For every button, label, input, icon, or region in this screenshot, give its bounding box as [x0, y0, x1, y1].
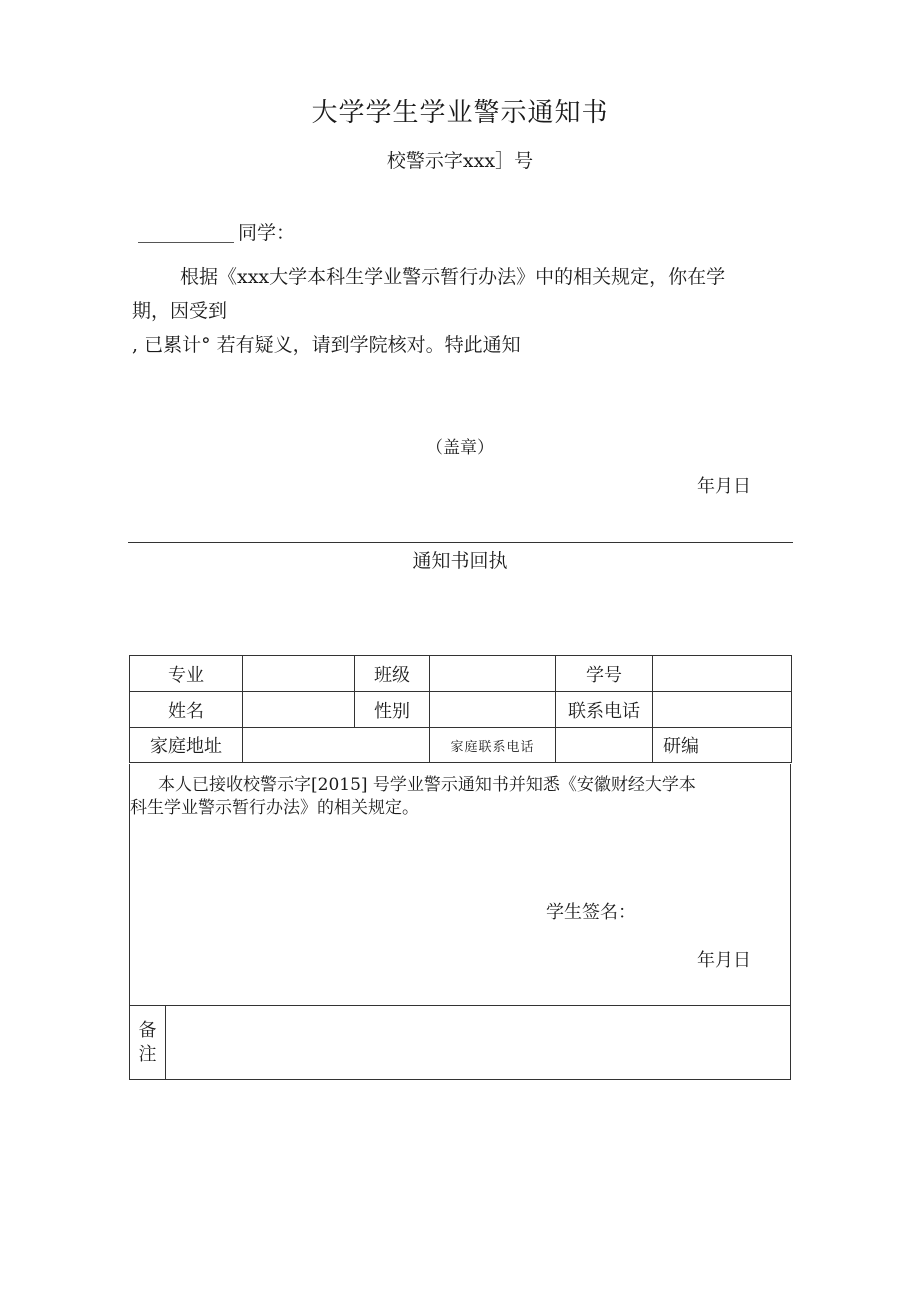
remarks-label: [130, 1005, 166, 1079]
major-field[interactable]: [243, 656, 355, 692]
acknowledgement-box: [129, 764, 791, 1006]
table-row: [130, 656, 792, 692]
document-number: 校警示字xxx］号: [386, 150, 534, 172]
home-address-label: 家庭地址: [130, 728, 243, 763]
gender-field[interactable]: [430, 692, 556, 728]
acknowledgement-line-1: 本人已接收校警示字[2015] 号学业警示通知书并知悉《安徽财经大学本: [158, 775, 696, 795]
name-field[interactable]: [243, 692, 355, 728]
remarks-row[interactable]: [129, 1005, 791, 1080]
class-label: 班级: [355, 656, 430, 692]
notice-body-line-1: 根据《xxx大学本科生学业警示暂行办法》中的相关规定，你在学: [180, 266, 726, 288]
home-phone-label: 家庭联系电话: [430, 728, 556, 763]
home-address-field[interactable]: [243, 728, 430, 763]
remarks-label-char-1: 备: [138, 1020, 157, 1041]
receipt-info-table: [129, 655, 792, 763]
home-phone-field[interactable]: [556, 728, 653, 763]
notice-date: 年月日: [697, 476, 751, 497]
name-label: 姓名: [130, 692, 243, 728]
phone-label: 联系电话: [556, 692, 653, 728]
student-id-label: 学号: [556, 656, 653, 692]
table-row: [130, 728, 792, 763]
student-id-field[interactable]: [653, 656, 792, 692]
major-label: 专业: [130, 656, 243, 692]
seal-placeholder: （盖章）: [426, 438, 494, 458]
acknowledgement-line-2: 科生学业警示暂行办法》的相关规定。: [130, 798, 419, 818]
student-name-blank[interactable]: [138, 242, 234, 243]
receipt-title: 通知书回执: [412, 550, 508, 572]
notice-body-line-3: , 已累计° 若有疑义，请到学院核对。特此通知: [132, 334, 521, 356]
table-row: [130, 692, 792, 728]
notice-title: 大学学生学业警示通知书: [311, 98, 609, 128]
cut-divider: [128, 542, 793, 543]
notice-body-line-2: 期，因受到: [132, 300, 228, 322]
grade-label: 研编: [653, 728, 792, 763]
student-signature-label: 学生签名：: [546, 902, 636, 923]
receipt-date: 年月日: [697, 950, 751, 971]
class-field[interactable]: [430, 656, 556, 692]
salutation: 同学：: [238, 222, 296, 244]
remarks-label-char-2: 注: [138, 1044, 157, 1065]
gender-label: 性别: [355, 692, 430, 728]
phone-field[interactable]: [653, 692, 792, 728]
acknowledgement-text: [130, 774, 770, 820]
